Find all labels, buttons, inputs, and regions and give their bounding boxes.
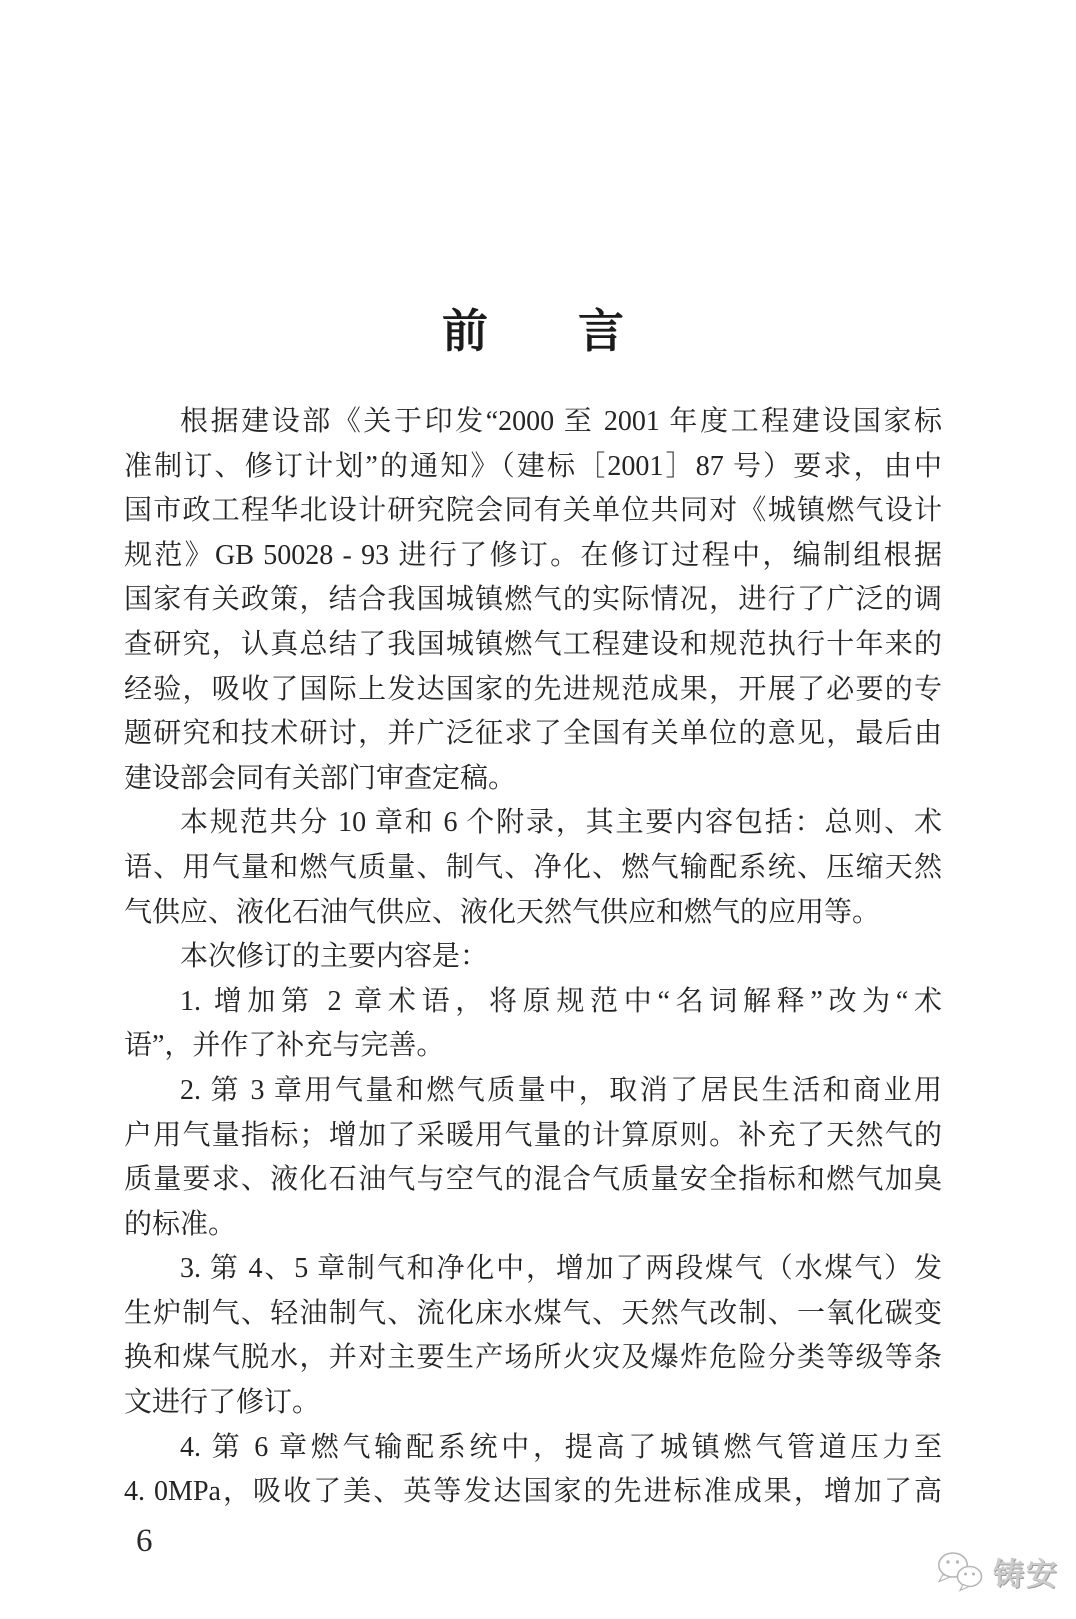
text-line: 国家有关政策，结合我国城镇燃气的实际情况，进行了广泛的调 [124,584,942,616]
watermark [936,1549,1059,1594]
text-line: 2. 第 3 章用气量和燃气质量中，取消了居民生活和商业用 [180,1074,942,1106]
text-line: 1. 增加第 2 章术语，将原规范中“名词解释”改为“术 [180,985,942,1017]
text-line: 本次修订的主要内容是： [180,941,489,973]
text-line: 质量要求、液化石油气与空气的混合气质量安全指标和燃气加臭 [124,1164,942,1196]
text-line: 准制订、修订计划”的通知》（建标［2001］87 号）要求，由中 [124,450,942,482]
text-line: 的标准。 [124,1208,237,1240]
body-text [124,400,942,1515]
text-line: 语”，并作了补充与完善。 [124,1030,445,1062]
text-line: 3. 第 4、5 章制气和净化中，增加了两段煤气（水煤气）发 [180,1253,942,1285]
text-line: 建设部会同有关部门审查定稿。 [124,762,517,794]
text-line: 4. 0MPa，吸收了美、英等发达国家的先进标准成果，增加了高 [124,1476,942,1508]
text-line: 换和煤气脱水，并对主要生产场所火灾及爆炸危险分类等级等条 [124,1342,942,1374]
text-line: 规范》GB 50028 - 93 进行了修订。在修订过程中，编制组根据 [124,539,942,571]
page-number: 6 [136,1523,153,1559]
text-line: 户用气量指标；增加了采暖用气量的计算原则。补充了天然气的 [124,1119,942,1151]
text-line: 文进行了修订。 [124,1387,321,1419]
text-line: 题研究和技术研讨，并广泛征求了全国有关单位的意见，最后由 [124,718,942,750]
wechat-bubbles-icon [936,1551,986,1592]
text-line: 气供应、液化石油气供应、液化天然气供应和燃气的应用等。 [124,896,881,928]
text-line: 本规范共分 10 章和 6 个附录，其主要内容包括：总则、术 [180,807,942,839]
text-line: 经验，吸收了国际上发达国家的先进规范成果，开展了必要的专 [124,673,942,705]
text-line: 查研究，认真总结了我国城镇燃气工程建设和规范执行十年来的 [124,628,942,660]
text-line: 国市政工程华北设计研究院会同有关单位共同对《城镇燃气设计 [124,495,942,527]
text-line: 语、用气量和燃气质量、制气、净化、燃气输配系统、压缩天然 [124,851,942,883]
text-line: 4. 第 6 章燃气输配系统中，提高了城镇燃气管道压力至 [180,1431,942,1463]
text-line: 生炉制气、轻油制气、流化床水煤气、天然气改制、一氧化碳变 [124,1297,942,1329]
text-line: 根据建设部《关于印发“2000 至 2001 年度工程建设国家标 [180,406,942,437]
page-title: 前 言 [442,306,646,357]
watermark-text: 铸安 [993,1557,1059,1592]
